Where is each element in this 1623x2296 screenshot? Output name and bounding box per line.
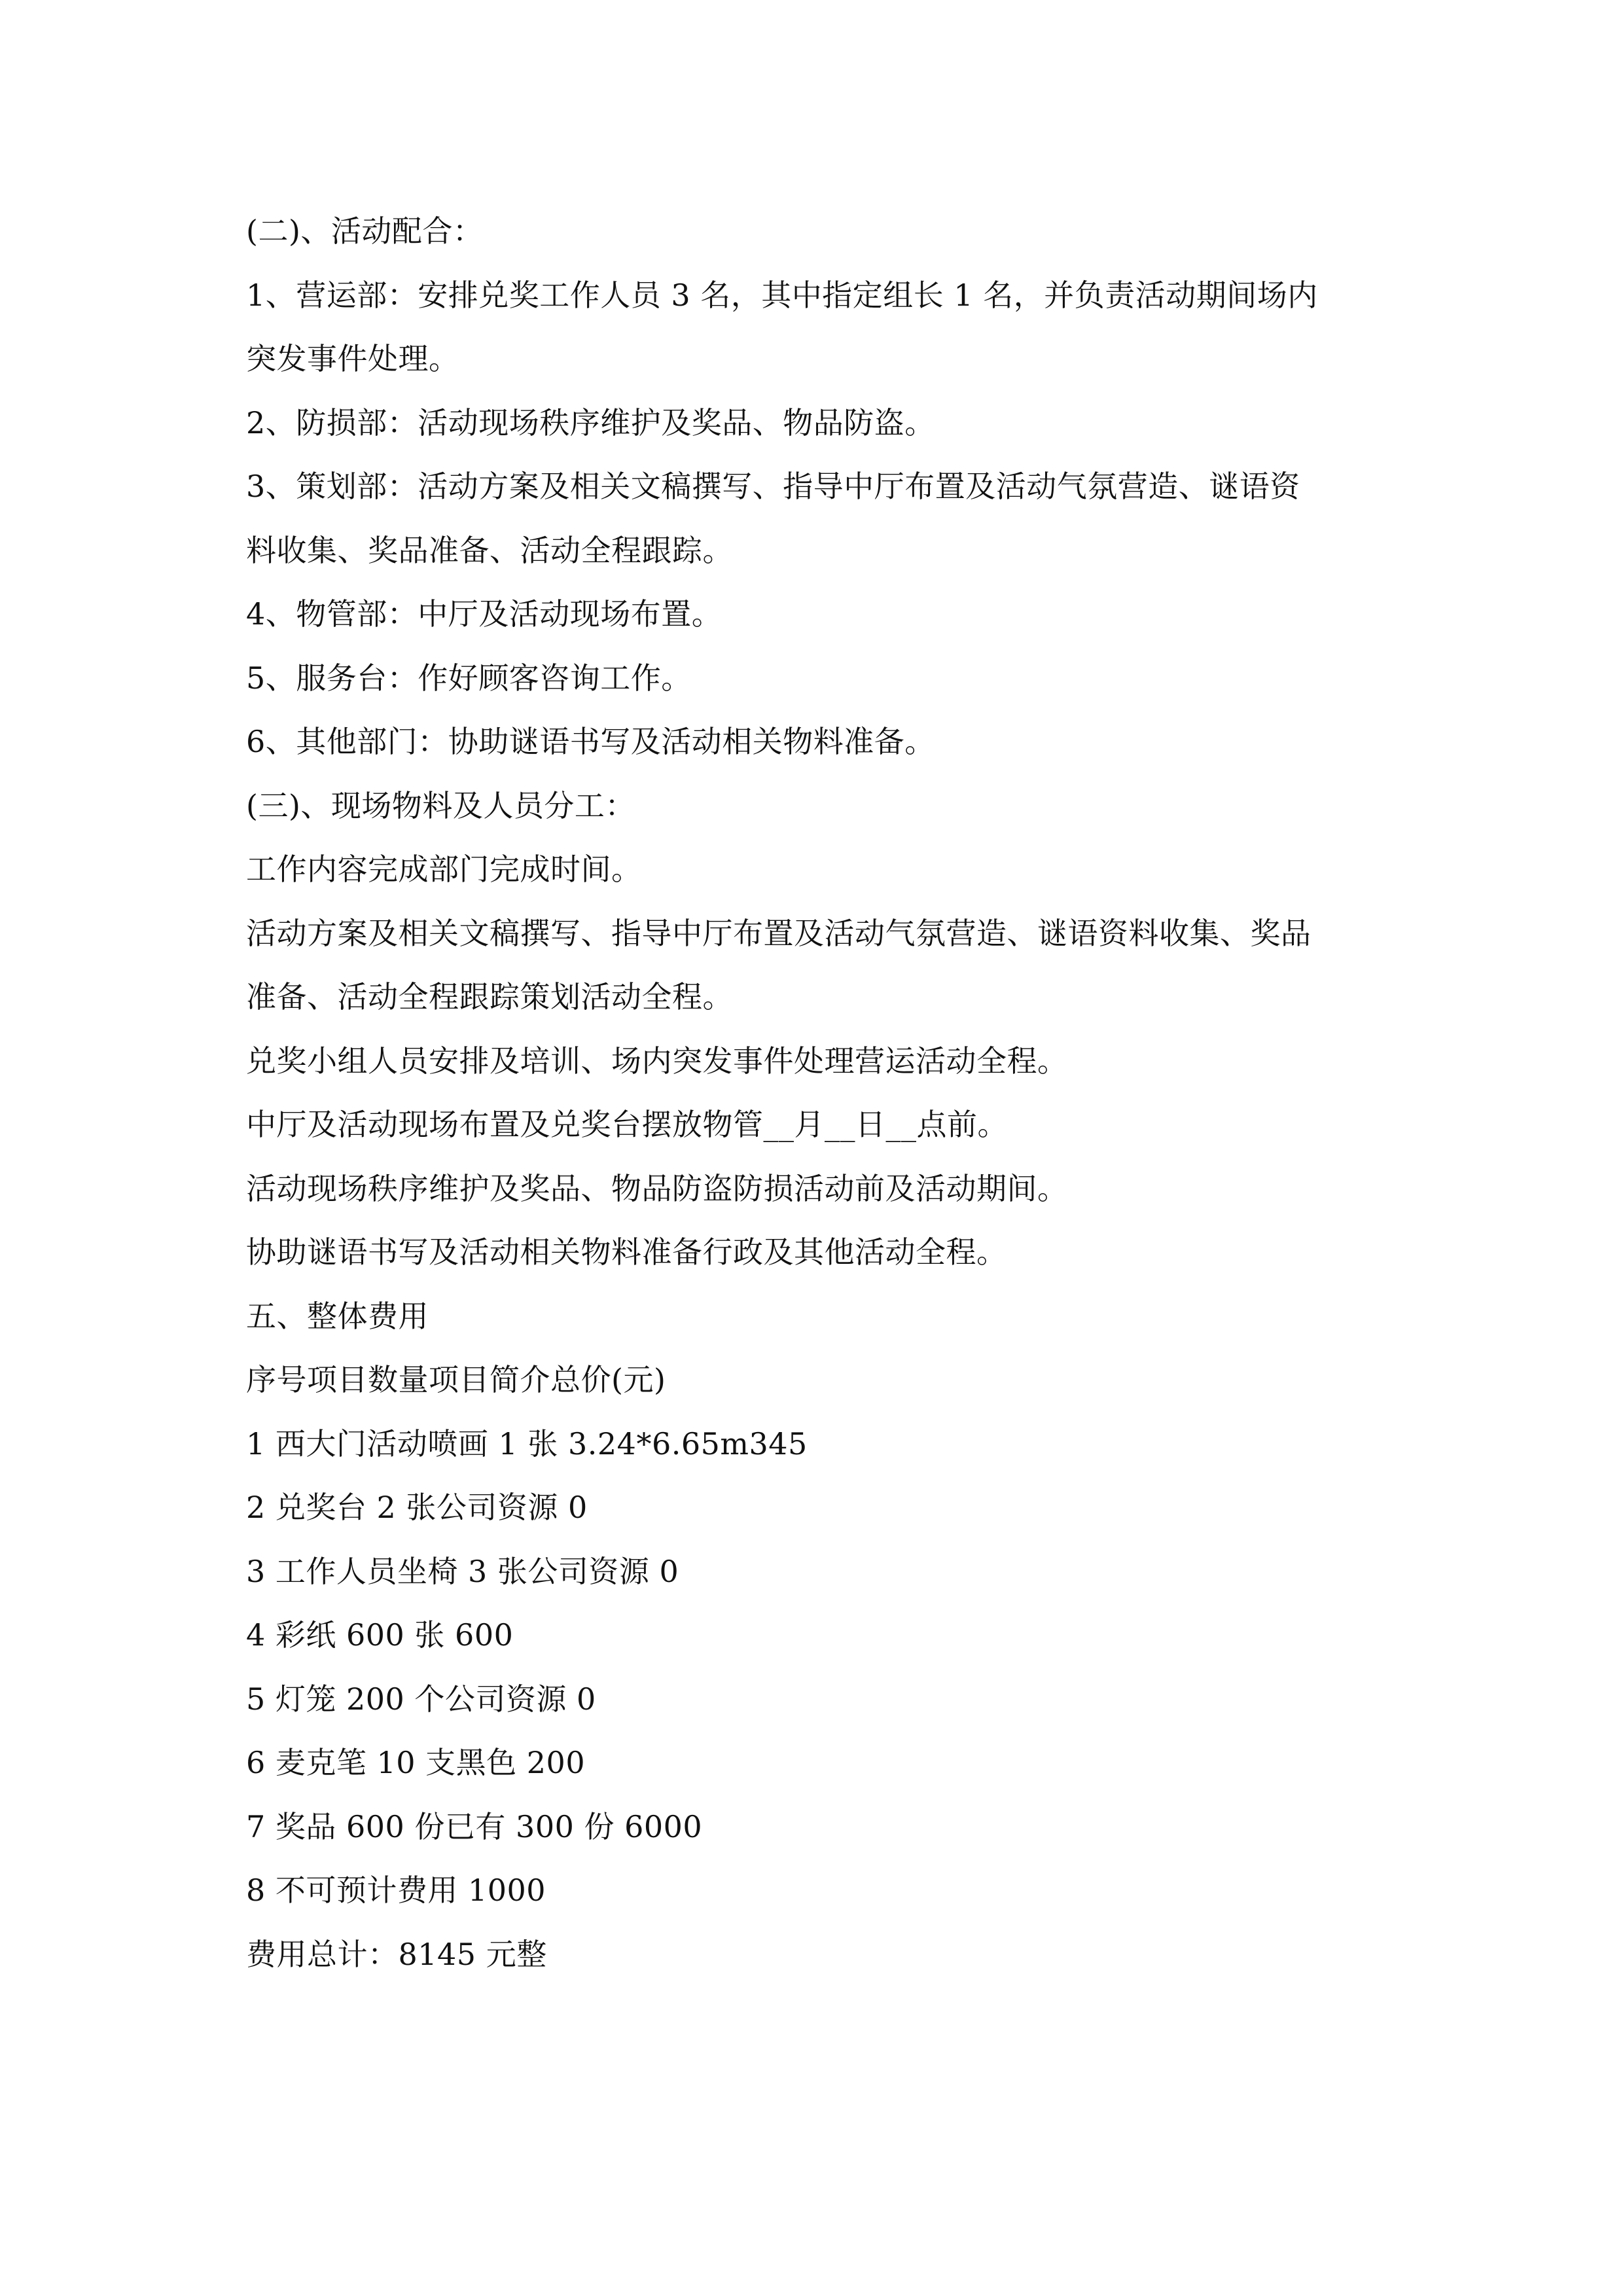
paragraph-line: 中厅及活动现场布置及兑奖台摆放物管__月__日__点前。 — [246, 1107, 1008, 1142]
paragraph-line: 活动方案及相关文稿撰写、指导中厅布置及活动气氛营造、谜语资料收集、奖品 — [246, 915, 1311, 951]
paragraph-line: 兑奖小组人员安排及培训、场内突发事件处理营运活动全程。 — [246, 1043, 1068, 1079]
paragraph-line: 5、服务台：作好顾客咨询工作。 — [246, 660, 692, 696]
cost-item: 6 麦克笔 10 支黑色 200 — [246, 1745, 586, 1780]
section-heading-activity-coordination: (二)、活动配合： — [246, 213, 484, 249]
paragraph-line: 3、策划部：活动方案及相关文稿撰写、指导中厅布置及活动气氛营造、谜语资 — [246, 469, 1300, 504]
cost-total: 费用总计：8145 元整 — [246, 1936, 547, 1972]
cost-item: 3 工作人员坐椅 3 张公司资源 0 — [246, 1553, 679, 1589]
paragraph-line: 2、防损部：活动现场秩序维护及奖品、物品防盗。 — [246, 404, 935, 440]
paragraph-line: 工作内容完成部门完成时间。 — [246, 852, 642, 887]
document-body — [246, 200, 1385, 1986]
cost-table-header: 序号项目数量项目简介总价(元) — [246, 1362, 666, 1397]
paragraph-line: 6、其他部门：协助谜语书写及活动相关物料准备。 — [246, 724, 935, 759]
cost-item: 5 灯笼 200 个公司资源 0 — [246, 1681, 596, 1717]
cost-item: 7 奖品 600 份已有 300 份 6000 — [246, 1808, 703, 1844]
cost-item: 8 不可预计费用 1000 — [246, 1873, 546, 1908]
cost-item: 2 兑奖台 2 张公司资源 0 — [246, 1490, 588, 1525]
paragraph-line: 料收集、奖品准备、活动全程跟踪。 — [246, 532, 733, 568]
cost-item: 1 西大门活动喷画 1 张 3.24*6.65m345 — [246, 1426, 808, 1462]
section-heading-overall-cost: 五、整体费用 — [246, 1298, 429, 1334]
paragraph-line: 准备、活动全程跟踪策划活动全程。 — [246, 979, 733, 1014]
paragraph-line: 协助谜语书写及活动相关物料准备行政及其他活动全程。 — [246, 1234, 1007, 1270]
section-heading-onsite-materials: (三)、现场物料及人员分工： — [246, 787, 635, 823]
paragraph-line: 活动现场秩序维护及奖品、物品防盗防损活动前及活动期间。 — [246, 1170, 1068, 1206]
paragraph-line: 4、物管部：中厅及活动现场布置。 — [246, 596, 722, 632]
cost-item: 4 彩纸 600 张 600 — [246, 1617, 514, 1653]
paragraph-line: 突发事件处理。 — [246, 341, 459, 376]
paragraph-line: 1、营运部：安排兑奖工作人员 3 名，其中指定组长 1 名，并负责活动期间场内 — [246, 277, 1318, 313]
